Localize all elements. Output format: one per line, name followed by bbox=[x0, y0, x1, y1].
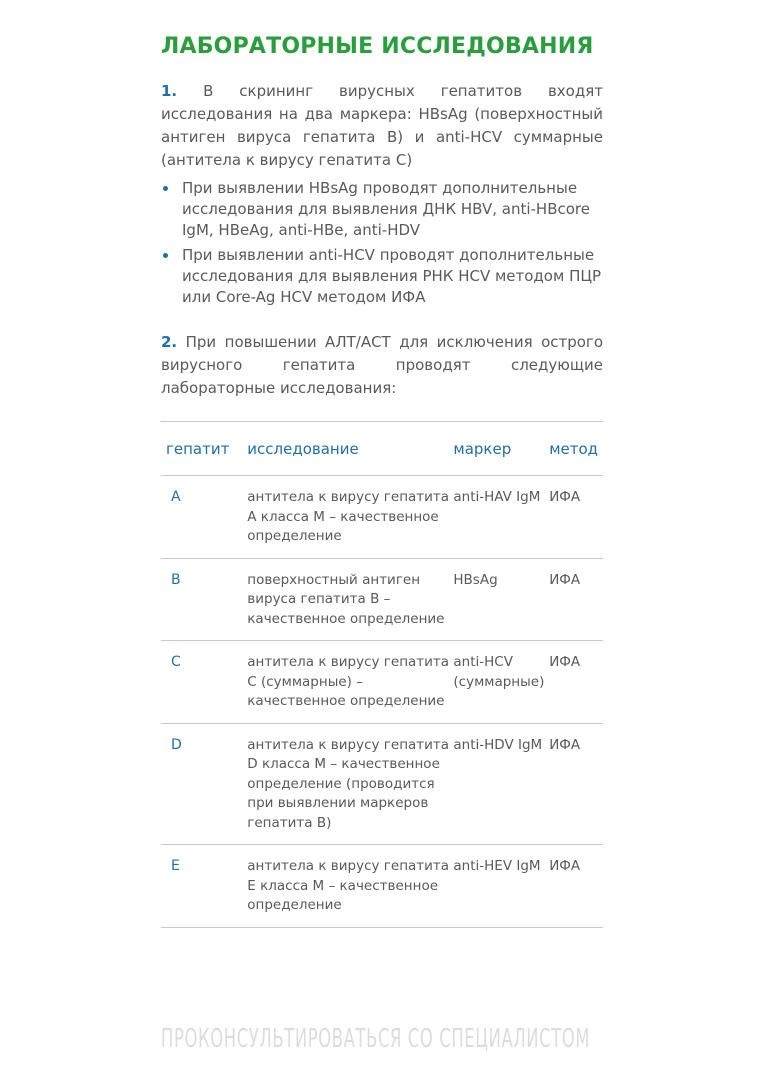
list-item bbox=[161, 178, 603, 241]
section-2-number: 2. bbox=[161, 333, 178, 351]
table-row bbox=[161, 723, 603, 845]
cell-method: ИФА bbox=[549, 558, 603, 641]
bullet-icon bbox=[163, 253, 168, 258]
page-title: ЛАБОРАТОРНЫЕ ИССЛЕДОВАНИЯ bbox=[161, 34, 594, 59]
section-1-bullet-list bbox=[161, 178, 603, 312]
table-row bbox=[161, 558, 603, 641]
section-1-number: 1. bbox=[161, 82, 178, 100]
section-2-text: При повышении АЛТ/АСТ для исключения острого вирусного гепатита проводят следующие лабораторные исследования: bbox=[161, 333, 603, 397]
bullet-text: При выявлении anti-HCV проводят дополнительные исследования для выявления РНК HCV методом ПЦР или Core-Ag HCV методом ИФА bbox=[182, 246, 602, 306]
table-row bbox=[161, 476, 603, 559]
cell-method: ИФА bbox=[549, 641, 603, 724]
section-1-text: В скрининг вирусных гепатитов входят исследования на два маркера: HBsAg (поверхностный антиген вируса гепатита В) и anti-HCV суммарные (антитела к вирусу гепатита С) bbox=[161, 82, 603, 169]
cell-study: антитела к вирусу гепатита С (суммарные) – качественное определение bbox=[247, 641, 453, 724]
cell-study: поверхностный антиген вируса гепатита В – качественное определение bbox=[247, 558, 453, 641]
column-header-method: метод bbox=[549, 422, 603, 476]
cell-marker: anti-HEV IgM bbox=[453, 845, 549, 928]
cell-study: антитела к вирусу гепатита Е класса М – качественное определение bbox=[247, 845, 453, 928]
bullet-text: При выявлении HBsAg проводят дополнительные исследования для выявления ДНК HBV, anti-HBcore IgM, HBeAg, anti-HBe, anti-HDV bbox=[182, 179, 590, 239]
cell-hepatitis: E bbox=[161, 845, 247, 928]
cell-hepatitis: A bbox=[161, 476, 247, 559]
cell-marker: HBsAg bbox=[453, 558, 549, 641]
cell-method: ИФА bbox=[549, 845, 603, 928]
cell-method: ИФА bbox=[549, 476, 603, 559]
cell-hepatitis: D bbox=[161, 723, 247, 845]
cell-hepatitis: B bbox=[161, 558, 247, 641]
footer-consult-link[interactable]: ПРОКОНСУЛЬТИРОВАТЬСЯ СО СПЕЦИАЛИСТОМ bbox=[161, 1024, 591, 1054]
cell-study: антитела к вирусу гепатита D класса М – качественное определение (проводится при выявлении маркеров гепатита В) bbox=[247, 723, 453, 845]
cell-marker: anti-HDV IgM bbox=[453, 723, 549, 845]
column-header-study: исследование bbox=[247, 422, 453, 476]
table-row bbox=[161, 845, 603, 928]
table-header-row bbox=[161, 422, 603, 476]
list-item bbox=[161, 245, 603, 308]
cell-marker: anti-HCV (суммарные) bbox=[453, 641, 549, 724]
cell-method: ИФА bbox=[549, 723, 603, 845]
section-1-paragraph bbox=[161, 80, 603, 172]
cell-hepatitis: C bbox=[161, 641, 247, 724]
lab-tests-table bbox=[161, 421, 603, 928]
column-header-marker: маркер bbox=[453, 422, 549, 476]
section-2-paragraph bbox=[161, 331, 603, 400]
cell-marker: anti-HAV IgM bbox=[453, 476, 549, 559]
column-header-hepatitis: гепатит bbox=[161, 422, 247, 476]
bullet-icon bbox=[163, 186, 168, 191]
cell-study: антитела к вирусу гепатита А класса М – качественное определение bbox=[247, 476, 453, 559]
table-row bbox=[161, 641, 603, 724]
